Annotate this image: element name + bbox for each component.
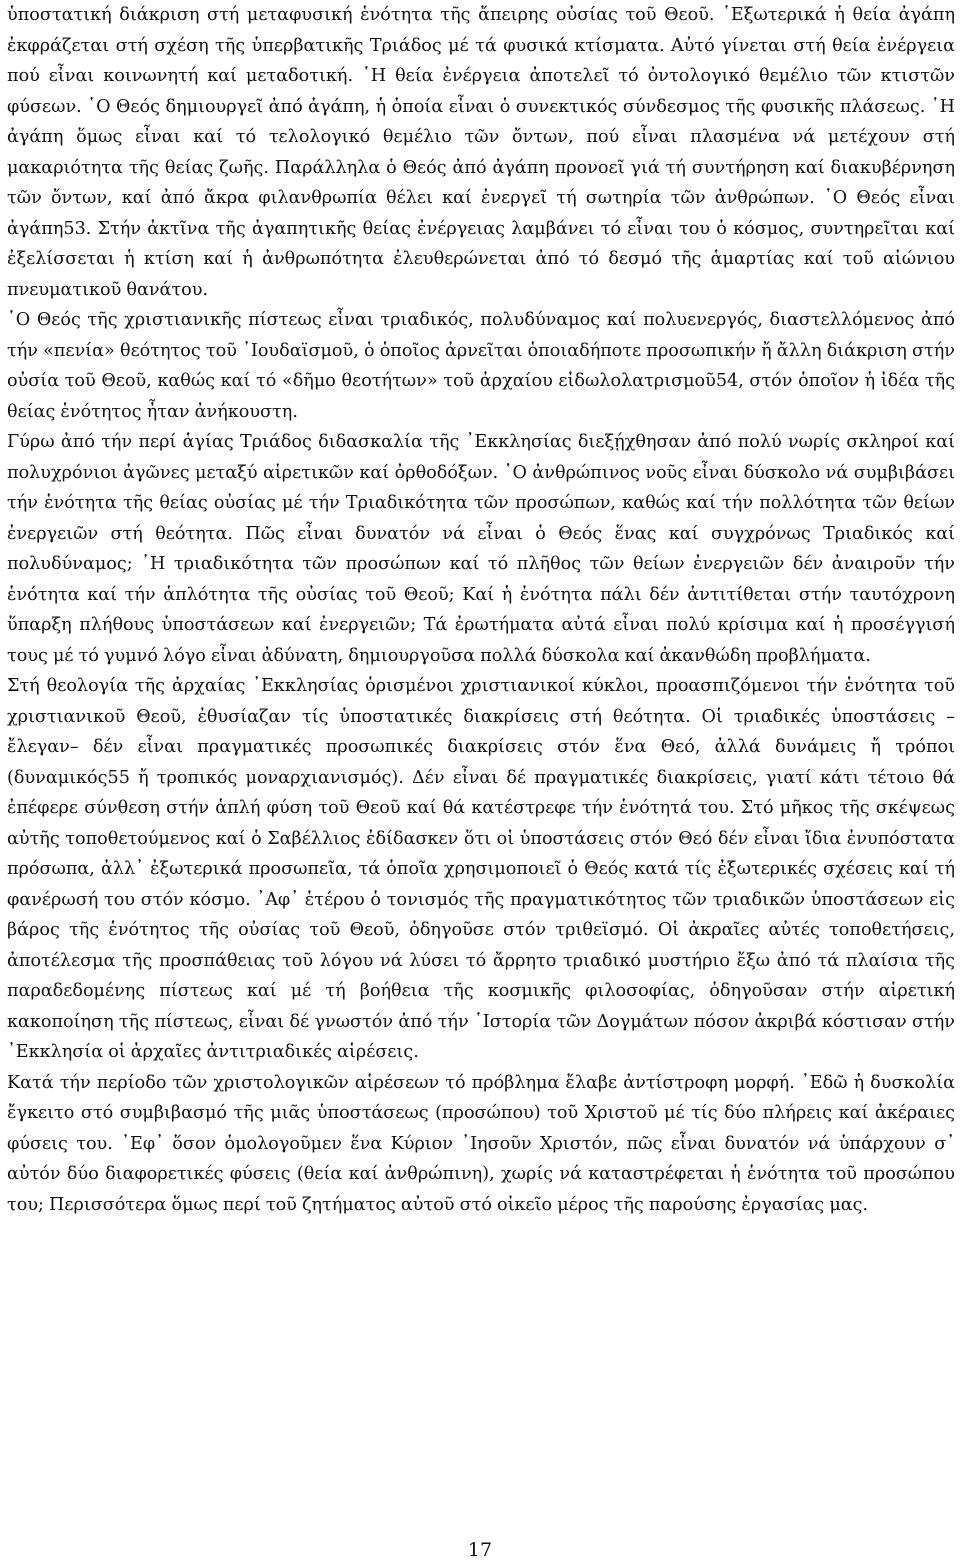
paragraph-5: Κατά τήν περίοδο τῶν χριστολογικῶν αἱρέσεων τό πρόβλημα ἔλαβε ἀντίστροφη μορφή. ᾿Εδῶ ἡ δυσκολία ἔγκειτο στό συμβιβασμό τῆς μιᾶς ὑποστάσεως (προσώπου) τοῦ Χριστοῦ μέ τίς δύο πλήρεις καί ἀκέραιες φύσεις του. ᾿Εφ᾿ ὅσον ὁμολογοῦμεν ἕνα Κύριον ᾿Ιησοῦν Χριστόν, πῶς εἶναι δυνατόν νά ὑπάρχουν σ᾿ αὐτόν δύο διαφορετικές φύσεις (θεία καί ἀνθρώπινη), χωρίς νά καταστρέφεται ἡ ἑνότητα τοῦ προσώπου του; Περισσότερα ὅμως περί τοῦ ζητήματος αὐτοῦ στό οἰκεῖο μέρος τῆς παρούσης ἐργασίας μας.: [7, 1072, 955, 1215]
paragraph-1: ὑποστατική διάκριση στή μεταφυσική ἑνότητα τῆς ἄπειρης οὐσίας τοῦ Θεοῦ. ῾Εξωτερικά ἡ θεία ἀγάπη ἐκφράζεται στή σχέση τῆς ὑπερβατικῆς Τριάδος μέ τά φυσικά κτίσματα. Αὐτό γίνεται στή θεία ἐνέργεια πού εἶναι κοινωνητή καί μεταδοτική. ῾Η θεία ἐνέργεια ἀποτελεῖ τό ὀντολογικό θεμέλιο τῶν κτιστῶν φύσεων. ῾Ο Θεός δημιουργεῖ ἀπό ἀγάπη, ἡ ὁποία εἶναι ὁ συνεκτικός σύνδεσμος τῆς φυσικῆς πλάσεως. ῾Η ἀγάπη ὅμως εἶναι καί τό τελολογικό θεμέλιο τῶν ὄντων, πού εἶναι πλασμένα νά μετέχουν στή μακαριότητα τῆς θείας ζωῆς. Παράλληλα ὁ Θεός ἀπό ἀγάπη προνοεῖ γιά τή συντήρηση καί διακυβέρνηση τῶν ὄντων, καί ἀπό ἄκρα φιλανθρωπία θέλει καί ἐνεργεῖ τή σωτηρία τῶν ἀνθρώπων. ῾Ο Θεός εἶναι ἀγάπη53. Στήν ἀκτῖνα τῆς ἀγαπητικῆς θείας ἐνέργειας λαμβάνει τό εἶναι του ὁ κόσμος, συντηρεῖται καί ἐξελίσσεται ἡ κτίση καί ἡ ἀνθρωπότητα ἐλευθερώνεται ἀπό τό δεσμό τῆς ἁμαρτίας καί τοῦ αἰώνιου πνευματικοῦ θανάτου.: [7, 5, 955, 300]
paragraph-3: Γύρω ἀπό τήν περί ἁγίας Τριάδος διδασκαλία τῆς ᾿Εκκλησίας διεξῄχθησαν ἀπό πολύ νωρίς σκληροί καί πολυχρόνιοι ἀγῶνες μεταξύ αἱρετικῶν καί ὀρθοδόξων. ῾Ο ἀνθρώπινος νοῦς εἶναι δύσκολο νά συμβιβάσει τήν ἑνότητα τῆς θείας οὐσίας μέ τήν Τριαδικότητα τῶν προσώπων, καθώς καί τήν πολλότητα τῶν θείων ἐνεργειῶν στή θεότητα. Πῶς εἶναι δυνατόν νά εἶναι ὁ Θεός ἕνας καί συγχρόνως Τριαδικός καί πολυδύναμος; ῾Η τριαδικότητα τῶν προσώπων καί τό πλῆθος τῶν θείων ἐνεργειῶν δέν ἀναιροῦν τήν ἑνότητα καί τήν ἁπλότητα τῆς οὐσίας τοῦ Θεοῦ; Καί ἡ ἑνότητα πάλι δέν ἀντιτίθεται στήν ταυτόχρονη ὕπαρξη πλήθους ὑποστάσεων καί ἐνεργειῶν; Τά ἐρωτήματα αὐτά εἶναι πολύ κρίσιμα καί ἡ προσέγγισή τους μέ τό γυμνό λόγο εἶναι ἀδύνατη, δημιουργοῦσα πολλά δύσκολα καί ἀκανθώδη προβλήματα.: [7, 432, 955, 666]
paragraph-2: ῾Ο Θεός τῆς χριστιανικῆς πίστεως εἶναι τριαδικός, πολυδύναμος καί πολυενεργός, διαστελλόμενος ἀπό τήν «πενία» θεότητος τοῦ ᾿Ιουδαϊσμοῦ, ὁ ὁποῖος ἀρνεῖται ὁποιαδήποτε προσωπικήν ἤ ἄλλη διάκριση στήν οὐσία τοῦ Θεοῦ, καθώς καί τό «δῆμο θεοτήτων» τοῦ ἀρχαίου εἰδωλολατρισμοῦ54, στόν ὁποῖον ἡ ἰδέα τῆς θείας ἑνότητος ἦταν ἀνήκουστη.: [7, 310, 955, 422]
paragraph-4: Στή θεολογία τῆς ἀρχαίας ᾿Εκκλησίας ὁρισμένοι χριστιανικοί κύκλοι, προασπιζόμενοι τήν ἑνότητα τοῦ χριστιανικοῦ Θεοῦ, ἐθυσίαζαν τίς ὑποστατικές διακρίσεις στή θεότητα. Οἱ τριαδικές ὑποστάσεις –ἔλεγαν– δέν εἶναι πραγματικές προσωπικές διακρίσεις στόν ἕνα Θεό, ἀλλά δυνάμεις ἤ τρόποι (δυναμικός55 ἤ τροπικός μοναρχιανισμός). Δέν εἶναι δέ πραγματικές διακρίσεις, γιατί κάτι τέτοιο θά ἐπέφερε σύνθεση στήν ἁπλή φύση τοῦ Θεοῦ καί θά κατέστρεφε τήν ἑνότητά του. Στό μῆκος τῆς σκέψεως αὐτῆς τοποθετούμενος καί ὁ Σαβέλλιος ἐδίδασκεν ὅτι οἱ ὑποστάσεις στόν Θεό δέν εἶναι ἴδια ἐνυπόστατα πρόσωπα, ἀλλ᾿ ἐξωτερικά προσωπεῖα, τά ὁποῖα χρησιμοποιεῖ ὁ Θεός κατά τίς ἐξωτερικές σχέσεις καί τή φανέρωσή του στόν κόσμο. ᾿Αφ᾿ ἑτέρου ὁ τονισμός τῆς πραγματικότητος τῶν τριαδικῶν ὑποστάσεων εἰς βάρος τῆς ἑνότητος τῆς οὐσίας τοῦ Θεοῦ, ὁδηγοῦσε στόν τριθεϊσμό. Οἱ ἀκραῖες αὐτές τοποθετήσεις, ἀποτέλεσμα τῆς προσπάθειας τοῦ λόγου νά λύσει τό ἄρρητο τριαδικό μυστήριο ἔξω ἀπό τά πλαίσια τῆς παραδεδομένης πίστεως καί μέ τή βοήθεια τῆς κοσμικῆς φιλοσοφίας, ὁδηγοῦσαν στήν αἱρετική κακοποίηση τῆς πίστεως, εἶναι δέ γνωστόν ἀπό τήν ῾Ιστορία τῶν Δογμάτων πόσον ἀκριβά κόστισαν στήν ᾿Εκκλησία οἱ ἀρχαῖες ἀντιτριαδικές αἱρέσεις.: [7, 676, 955, 1062]
document-page: [7, 0, 955, 1220]
page-number: 17: [467, 1539, 493, 1561]
